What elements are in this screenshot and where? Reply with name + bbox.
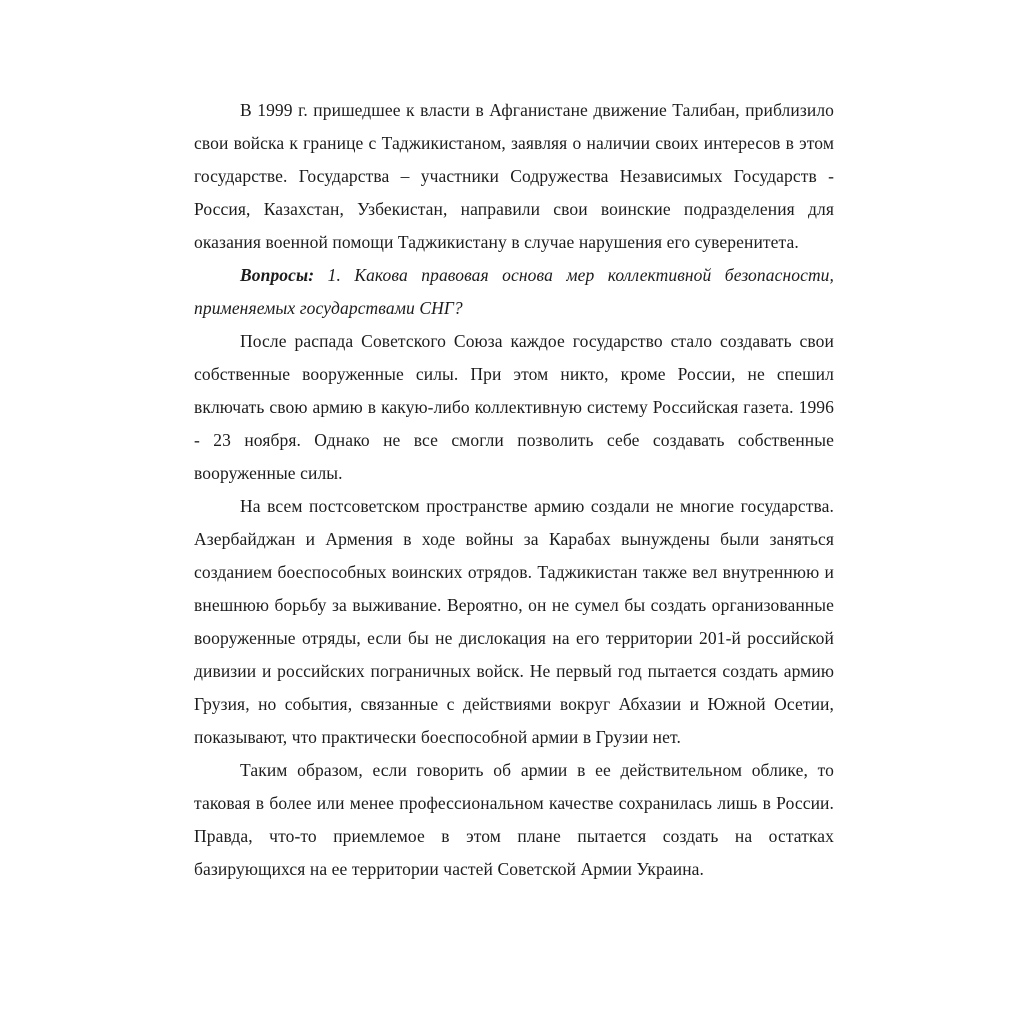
questions-text: 1. Какова правовая основа мер коллективной безопасности, применяемых государствами СНГ? xyxy=(194,265,835,318)
paragraph-taliban-1999: В 1999 г. пришедшее к власти в Афганистане движение Талибан, приблизило свои войска к границе с Таджикистаном, заявляя о наличии своих интересов в этом государстве. Государства – участники Содружества Независимых Государств - Россия, Казахстан, Узбекистан, направили свои воинские подразделения для оказания военной помощи Таджикистану в случае нарушения его суверенитета. xyxy=(194,100,834,252)
paragraph-post-soviet-armies: На всем постсоветском пространстве армию создали не многие государства. Азербайджан и Армения в ходе войны за Карабах вынуждены были заняться созданием боеспособных воинских отрядов. Таджикистан также вел внутреннюю и внешнюю борьбу за выживание. Вероятно, он не сумел бы создать организованные вооруженные отряды, если бы не дислокация на его территории 201-й российской дивизии и российских пограничных войск. Не первый год пытается создать армию Грузия, но события, связанные с действиями вокруг Абхазии и Южной Осетии, показывают, что практически боеспособной армии в Грузии нет. xyxy=(194,496,834,747)
questions-label: Вопросы: xyxy=(240,265,315,285)
text-block xyxy=(194,94,834,886)
paragraph-soviet-collapse: После распада Советского Союза каждое государство стало создавать свои собственные вооруженные силы. При этом никто, кроме России, не спешил включать свою армию в какую-либо коллективную систему Российская газета. 1996 - 23 ноября. Однако не все смогли позволить себе создавать собственные вооруженные силы. xyxy=(194,331,834,483)
paragraph-questions xyxy=(194,259,834,325)
paragraph-conclusion: Таким образом, если говорить об армии в ее действительном облике, то таковая в более или менее профессиональном качестве сохранилась лишь в России. Правда, что-то приемлемое в этом плане пытается создать на остатках базирующихся на ее территории частей Советской Армии Украина. xyxy=(194,760,834,879)
